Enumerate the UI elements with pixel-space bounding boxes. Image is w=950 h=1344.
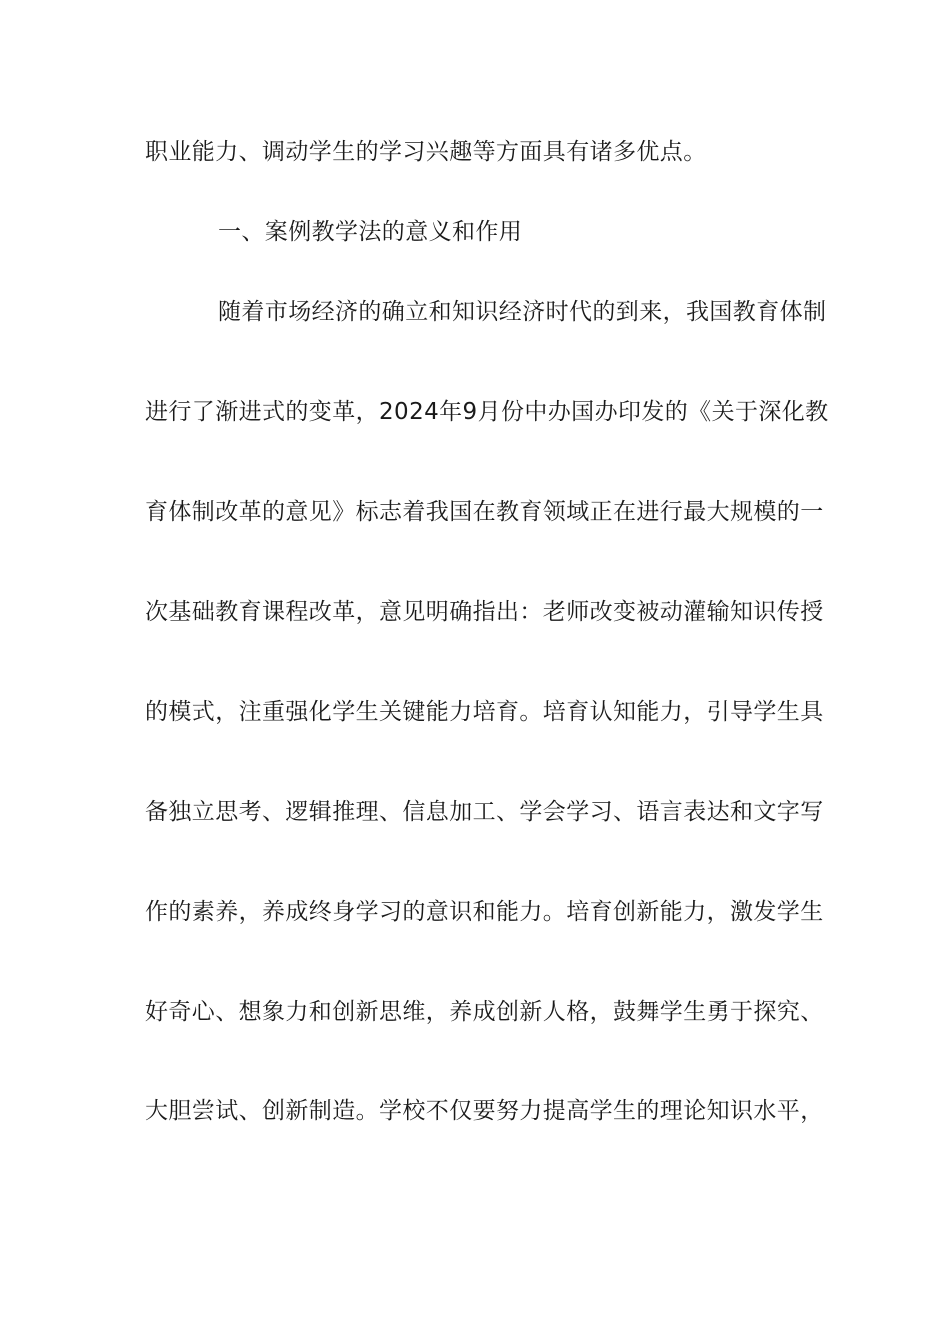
paragraph-line: 好奇心、想象力和创新思维，养成创新人格，鼓舞学生勇于探究、	[145, 999, 824, 1025]
paragraph-line: 作的素养，养成终身学习的意识和能力。培育创新能力，激发学生	[145, 899, 824, 925]
paragraph-line: 备独立思考、逻辑推理、信息加工、学会学习、语言表达和文字写	[145, 799, 824, 825]
paragraph-continuation-line: 职业能力、调动学生的学习兴趣等方面具有诸多优点。	[145, 139, 707, 165]
paragraph-line: 随着市场经济的确立和知识经济时代的到来，我国教育体制	[218, 299, 827, 325]
paragraph-line: 次基础教育课程改革，意见明确指出：老师改变被动灌输知识传授	[145, 599, 824, 625]
paragraph-line: 育体制改革的意见》标志着我国在教育领域正在进行最大规模的一	[145, 499, 824, 525]
paragraph-line: 的模式，注重强化学生关键能力培育。培育认知能力，引导学生具	[145, 699, 824, 725]
paragraph-line: 进行了渐进式的变革，2024年9月份中办国办印发的《关于深化教	[145, 399, 829, 425]
paragraph-line: 大胆尝试、创新制造。学校不仅要努力提高学生的理论知识水平，	[145, 1098, 824, 1124]
section-heading: 一、案例教学法的意义和作用	[218, 219, 523, 245]
